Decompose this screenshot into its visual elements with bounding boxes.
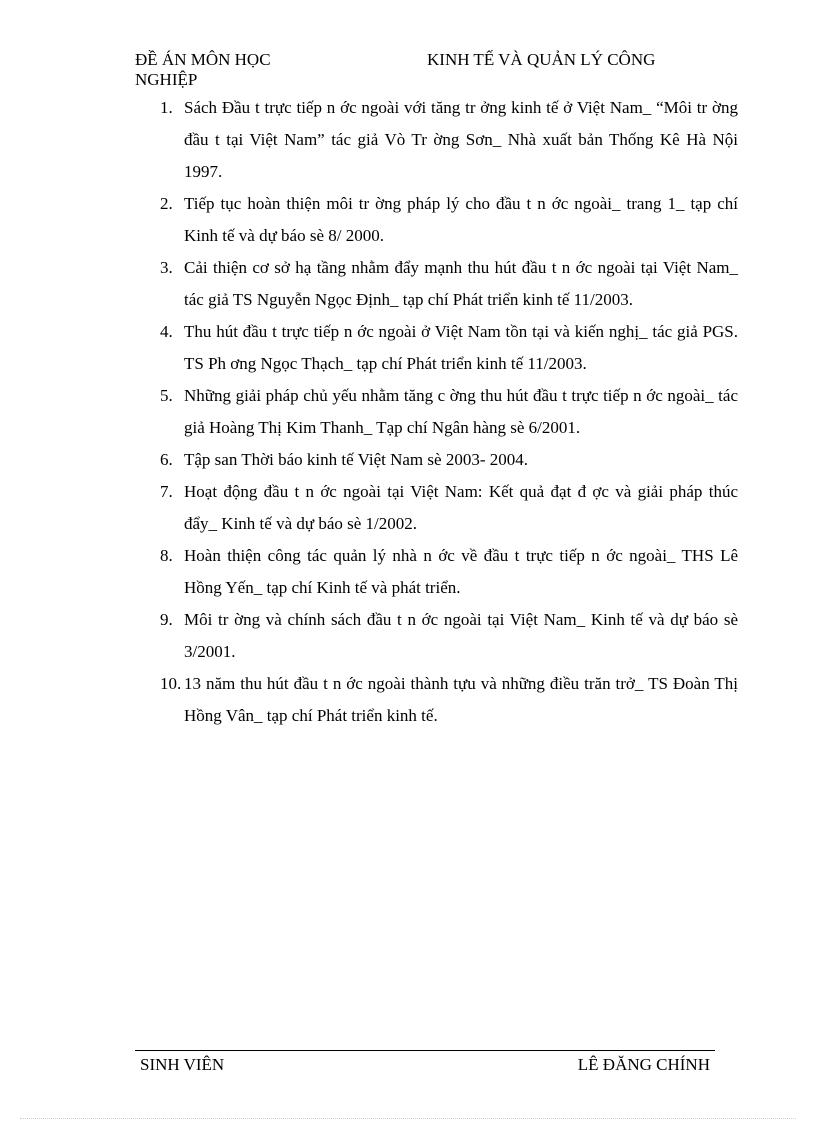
reference-text: Cải thiện cơ sở hạ tầng nhằm đẩy mạnh thu hút đầu t n ớc ngoài tại Việt Nam_ tác giả TS Nguyễn Ngọc Định_ tạp chí Phát triển kinh tế 11/2003. — [184, 258, 738, 309]
reference-text: Thu hút đầu t trực tiếp n ớc ngoài ở Việt Nam tồn tại và kiến nghị_ tác giả PGS. TS Ph ơng Ngọc Thạch_ tạp chí Phát triển kinh tế 11/2003. — [184, 322, 738, 373]
reference-text: Tiếp tục hoàn thiện môi tr ờng pháp lý cho đầu t n ớc ngoài_ trang 1_ tạp chí Kinh tế và dự báo sè 8/ 2000. — [184, 194, 738, 245]
reference-item — [160, 540, 738, 604]
reference-item — [160, 252, 738, 316]
header-right-title: KINH TẾ VÀ QUẢN LÝ CÔNG — [427, 50, 656, 69]
header-left-title: ĐỀ ÁN MÔN HỌC NGHIỆP — [135, 50, 271, 89]
reference-number: 5. — [160, 386, 173, 405]
reference-number: 6. — [160, 450, 173, 469]
reference-number: 3. — [160, 258, 173, 277]
reference-text: Môi tr ờng và chính sách đầu t n ớc ngoài tại Việt Nam_ Kinh tế và dự báo sè 3/2001. — [184, 610, 738, 661]
reference-number: 4. — [160, 322, 173, 341]
reference-text: Hoàn thiện công tác quản lý nhà n ớc về đầu t trực tiếp n ớc ngoài_ THS Lê Hồng Yến_ tạp chí Kinh tế và phát triển. — [184, 546, 738, 597]
reference-number: 10. — [160, 674, 182, 693]
reference-text: Tập san Thời báo kinh tế Việt Nam sè 2003- 2004. — [184, 450, 528, 469]
page-edge-divider — [20, 1118, 796, 1119]
reference-number: 9. — [160, 610, 173, 629]
footer-student-name: LÊ ĐĂNG CHÍNH — [577, 1055, 710, 1074]
reference-item — [160, 668, 738, 732]
reference-number: 7. — [160, 482, 173, 501]
reference-item — [160, 604, 738, 668]
reference-item — [160, 380, 738, 444]
reference-text: Sách Đầu t trực tiếp n ớc ngoài với tăng tr ởng kinh tế ở Việt Nam_ “Môi tr ờng đầu t tại Việt Nam” tác giả Vò Tr ờng Sơn_ Nhà xuất bản Thống Kê Hà Nội 1997. — [184, 98, 738, 181]
reference-text: Những giải pháp chủ yếu nhằm tăng c ờng thu hút đầu t trực tiếp n ớc ngoài_ tác giả Hoàng Thị Kim Thanh_ Tạp chí Ngân hàng sè 6/2001. — [184, 386, 738, 437]
reference-number: 2. — [160, 194, 173, 213]
reference-text: Hoạt động đầu t n ớc ngoài tại Việt Nam: Kết quả đạt đ ợc và giải pháp thúc đẩy_ Kinh tế và dự báo sè 1/2002. — [184, 482, 738, 533]
reference-item — [160, 188, 738, 252]
reference-number: 1. — [160, 98, 173, 117]
reference-item — [160, 92, 738, 188]
reference-item — [160, 476, 738, 540]
reference-list — [160, 92, 738, 732]
reference-item — [160, 444, 738, 476]
footer-divider — [135, 1050, 715, 1051]
reference-text: 13 năm thu hút đầu t n ớc ngoài thành tựu và những điều trăn trở_ TS Đoàn Thị Hồng Vân_ tạp chí Phát triển kinh tế. — [184, 674, 738, 725]
reference-number: 8. — [160, 546, 173, 565]
footer-student-label: SINH VIÊN — [140, 1055, 225, 1074]
reference-item — [160, 316, 738, 380]
